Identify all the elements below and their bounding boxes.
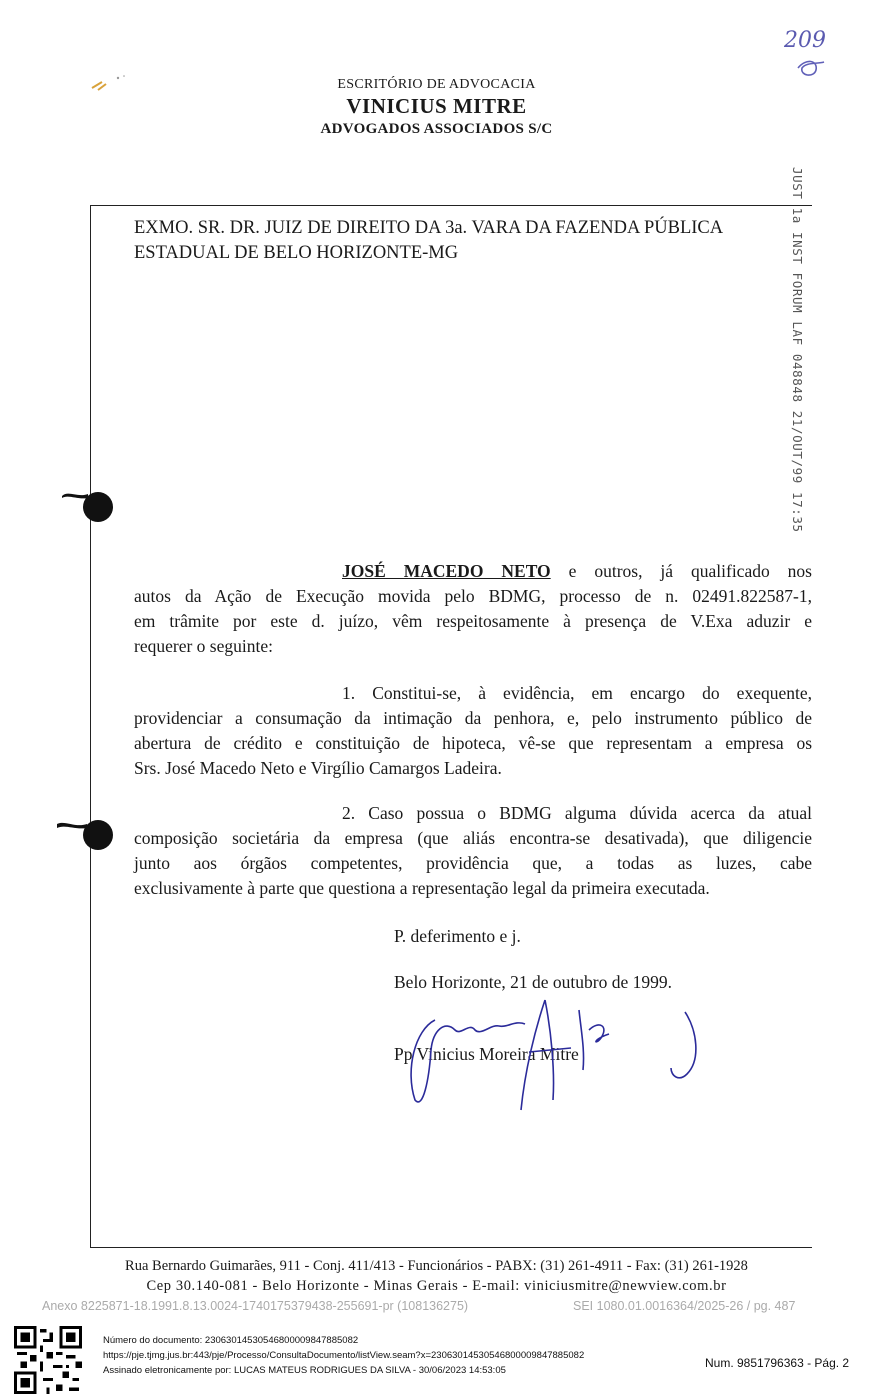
handwritten-scribble <box>784 28 844 84</box>
letterhead-office-line: ESCRITÓRIO DE ADVOCACIA <box>337 77 536 92</box>
frame-left-border <box>90 205 91 1248</box>
item-2-line-2: composição societária da empresa (que aliás encontra-se desativada), que diligencie <box>134 828 812 848</box>
intro-line-1-rest: e outros, já qualificado nos <box>568 561 812 581</box>
qr-code-icon <box>14 1326 82 1394</box>
letterhead-firm-name: VINICIUS MITRE <box>346 94 527 118</box>
intro-paragraph <box>134 559 812 659</box>
frame-bottom-border <box>90 1247 812 1248</box>
signer-name: Pp Vinicius Moreira Mitre <box>394 1044 579 1064</box>
addressee-line-2: ESTADUAL DE BELO HORIZONTE-MG <box>134 243 459 263</box>
item-1-line-3: abertura de crédito e constituição de hipoteca, vê-se que representam a empresa os <box>134 733 812 753</box>
item-2-line-4: exclusivamente à parte que questiona a representação legal da primeira executada. <box>134 878 710 898</box>
intro-line-4: requerer o seguinte: <box>134 636 273 656</box>
closing-date-line: Belo Horizonte, 21 de outubro de 1999. <box>394 972 673 992</box>
closing-request: P. deferimento e j. <box>394 926 521 946</box>
page-number: Num. 9851796363 - Pág. 2 <box>705 1356 850 1370</box>
item-2-line-1 <box>134 801 812 826</box>
intro-line-3: em trâmite por este d. juízo, vêm respeitosamente à presença de V.Exa aduzir e <box>134 611 812 631</box>
document-url: https://pje.tjmg.jus.br:443/pje/Processo/ConsultaDocumento/listView.seam?x=23063014530546800009847885082 <box>103 1350 585 1361</box>
intro-line-1 <box>134 559 812 584</box>
item-2-paragraph <box>134 801 812 901</box>
punch-hole-tear-bottom <box>55 818 89 832</box>
handwritten-signature <box>395 990 715 1120</box>
party-name: JOSÉ MACEDO NETO <box>342 561 551 581</box>
item-2-line-1-text: 2. Caso possua o BDMG alguma dúvida acerca da atual <box>342 803 812 823</box>
item-1-line-4: Srs. José Macedo Neto e Virgílio Camargos Ladeira. <box>134 758 502 778</box>
intro-line-2: autos da Ação de Execução movida pelo BDMG, processo de n. 02491.822587-1, <box>134 586 812 606</box>
electronic-signature-info: Assinado eletronicamente por: LUCAS MATEUS RODRIGUES DA SILVA - 30/06/2023 14:53:05 <box>103 1365 506 1376</box>
footer-address-line-1: Rua Bernardo Guimarães, 911 - Conj. 411/413 - Funcionários - PABX: (31) 261-4911 - Fax: (31) 261-1928 <box>125 1258 748 1274</box>
addressee-line-1: EXMO. SR. DR. JUIZ DE DIREITO DA 3a. VARA DA FAZENDA PÚBLICA <box>134 218 724 238</box>
item-1-line-1 <box>134 681 812 706</box>
letterhead-associates-line: ADVOGADOS ASSOCIADOS S/C <box>320 121 553 137</box>
item-1-paragraph <box>134 681 812 781</box>
item-2-line-3: junto aos órgãos competentes, providência que, a todas as luzes, cabe <box>134 853 812 873</box>
item-1-line-1-text: 1. Constitui-se, à evidência, em encargo do exequente, <box>342 683 812 703</box>
footer-address-line-2: Cep 30.140-081 - Belo Horizonte - Minas Gerais - E-mail: viniciusmitre@newview.com.br <box>146 1278 727 1294</box>
punch-hole-tear-top <box>60 488 90 502</box>
document-info <box>103 1333 584 1378</box>
court-protocol-stamp: JUST 1a INST FORUM LAF 048848 21/OUT/99 17:35 <box>790 167 805 533</box>
addressee-block <box>134 216 814 266</box>
item-1-line-2: providenciar a consumação da intimação da penhora, e, pelo instrumento público de <box>134 708 812 728</box>
handwritten-note-209 <box>784 28 844 84</box>
sei-reference: SEI 1080.01.0016364/2025-26 / pg. 487 <box>573 1299 796 1313</box>
frame-top-border <box>90 205 812 206</box>
annex-reference: Anexo 8225871-18.1991.8.13.0024-1740175379438-255691-pr (108136275) <box>42 1299 469 1313</box>
document-number: Número do documento: 23063014530546800009847885082 <box>103 1335 359 1346</box>
handwritten-page-number: 209 <box>784 28 826 53</box>
